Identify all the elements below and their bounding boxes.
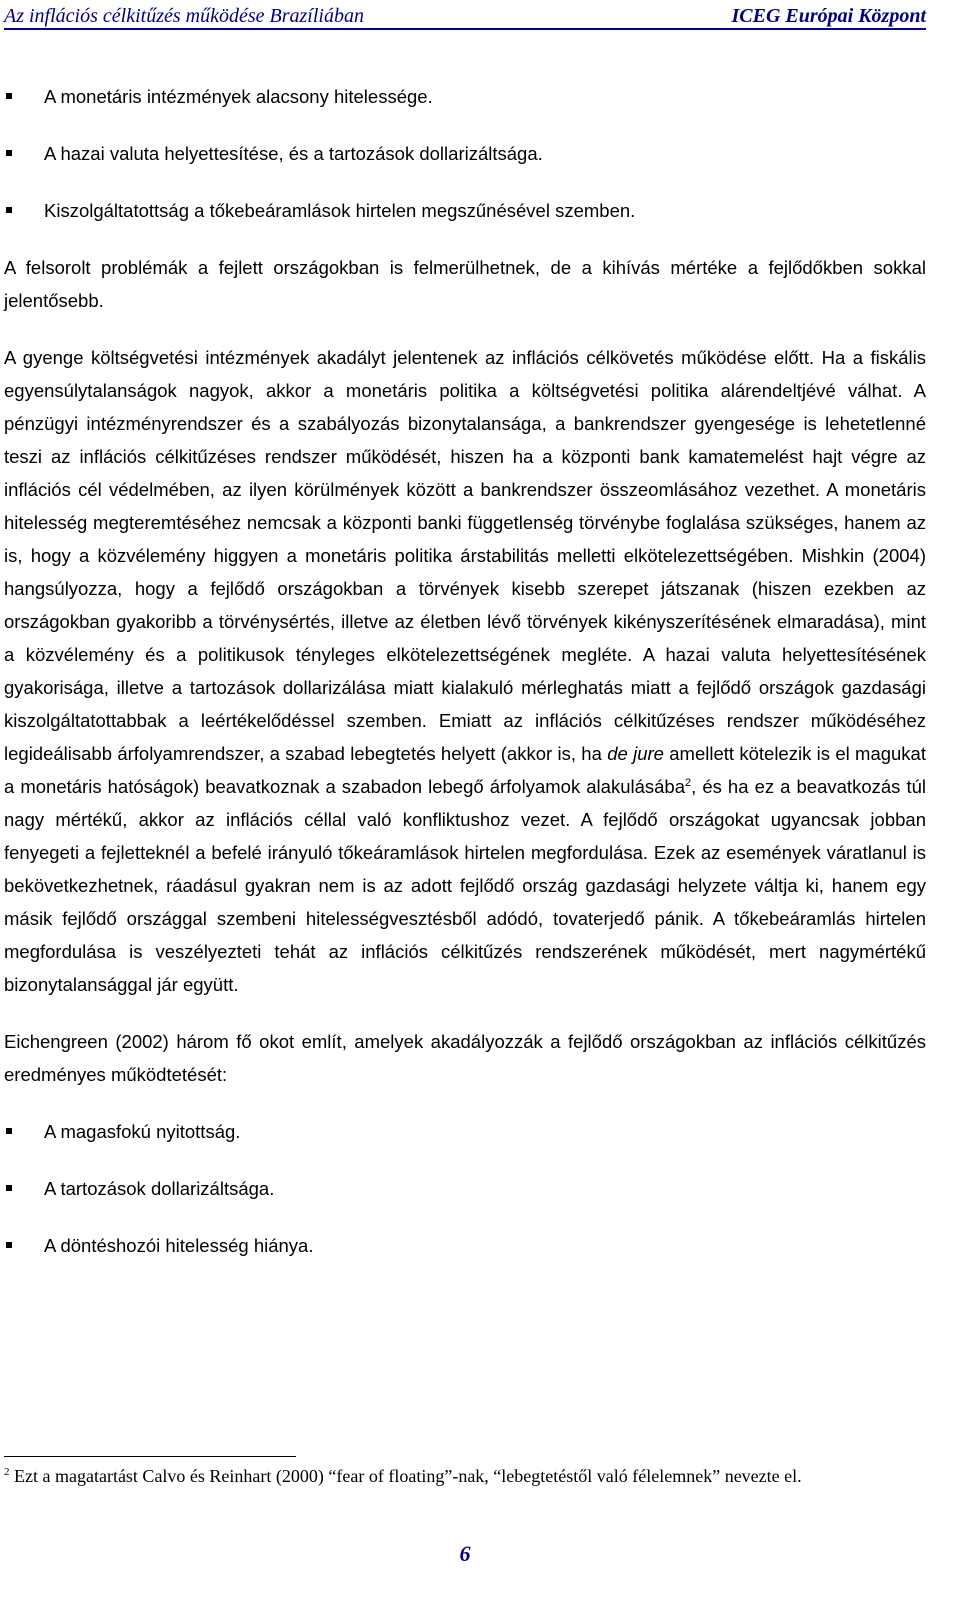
paragraph-text-part2: amellett kötelezik is el magukat a monetáris hatóságok) beavatkoznak a szabadon lebegő árfolyamok alakulásába bbox=[4, 743, 926, 797]
list-item bbox=[4, 194, 926, 227]
header-organization: ICEG Európai Központ bbox=[731, 5, 926, 27]
footnote-divider bbox=[4, 1456, 296, 1457]
list-item-text: A monetáris intézmények alacsony hitelessége. bbox=[44, 86, 433, 107]
square-bullet-icon bbox=[6, 1242, 12, 1248]
paragraph-text-part3: , és ha ez a beavatkozás túl nagy mértékű, akkor az inflációs céllal való konfliktushoz vezet. A fejlődő országokat ugyancsak jobban fenyegeti a fejletteknél a befelé irányuló tőkeáramlások hirtelen megfordulása. Ezek az események váratlanul is bekövetkezhetnek, ráadásul gyakran nem is az adott fejlődő ország gazdasági helyzete váltja ki, hanem egy másik fejlődő országgal szembeni hitelességvesztésből adódó, tovaterjedő pánik. A tőkebeáramlás hirtelen megfordulása is veszélyezteti tehát az inflációs célkitűzés rendszerének működését, mert nagymértékű bizonytalansággal jár együtt. bbox=[4, 776, 926, 995]
paragraph-problems: A felsorolt problémák a fejlett országokban is felmerülhetnek, de a kihívás mértéke a fejlődőkben sokkal jelentősebb. bbox=[4, 257, 926, 311]
footnote-text: Ezt a magatartást Calvo és Reinhart (2000) “fear of floating”-nak, “lebegtetéstől való félelemnek” nevezte el. bbox=[9, 1466, 802, 1486]
square-bullet-icon bbox=[6, 1185, 12, 1191]
page-header bbox=[4, 4, 926, 30]
paragraph-fiscal-institutions bbox=[4, 341, 926, 1001]
square-bullet-icon bbox=[6, 93, 12, 99]
list-item-text: A magasfokú nyitottság. bbox=[44, 1121, 241, 1142]
list-item bbox=[4, 1115, 926, 1148]
footnote-number: 2 bbox=[4, 1466, 10, 1478]
square-bullet-icon bbox=[6, 1128, 12, 1134]
list-item-text: A tartozások dollarizáltsága. bbox=[44, 1178, 275, 1199]
header-title: Az inflációs célkitűzés működése Brazíliában bbox=[4, 5, 364, 27]
paragraph-eichengreen: Eichengreen (2002) három fő okot említ, amelyek akadályozzák a fejlődő országokban az inflációs célkitűzés eredményes működtetését: bbox=[4, 1031, 926, 1085]
list-item bbox=[4, 1172, 926, 1205]
list-item bbox=[4, 137, 926, 170]
list-item-text: A döntéshozói hitelesség hiánya. bbox=[44, 1235, 314, 1256]
square-bullet-icon bbox=[6, 207, 12, 213]
bullet-list-top bbox=[4, 80, 926, 227]
page-number: 6 bbox=[459, 1541, 471, 1566]
footnote-reference[interactable]: 2 bbox=[685, 776, 692, 789]
square-bullet-icon bbox=[6, 150, 12, 156]
emphasis-de-jure: de jure bbox=[607, 743, 664, 764]
document-body bbox=[4, 80, 926, 1286]
list-item-text: A hazai valuta helyettesítése, és a tartozások dollarizáltsága. bbox=[44, 143, 543, 164]
paragraph-text-part1: A gyenge költségvetési intézmények akadályt jelentenek az inflációs célkövetés működése előtt. Ha a fiskális egyensúlytalanságok nagyok, akkor a monetáris politika a költségvetési politika alárendeltjévé válhat. A pénzügyi intézményrendszer és a szabályozás bizonytalansága, a bankrendszer gyengesége is lehetetlenné teszi az inflációs célkitűzéses rendszer működését, hiszen ha a központi bank kamatemelést hajt végre az inflációs cél védelmében, az ilyen körülmények között a bankrendszer összeomlásához vezethet. A monetáris hitelesség megteremtéséhez nemcsak a központi banki függetlenség törvénybe foglalása szükséges, hanem az is, hogy a közvélemény higgyen a monetáris politika árstabilitás melletti elkötelezettségében. Mishkin (2004) hangsúlyozza, hogy a fejlődő országokban a törvények kisebb szerepet játszanak (hiszen ezekben az országokban gyakoribb a törvénysértés, illetve az életben lévő törvények kikényszerítésének elmaradása), mint a közvélemény és a politikusok tényleges elkötelezettségének megléte. A hazai valuta helyettesítésének gyakorisága, illetve a tartozások dollarizálása miatt kialakuló mérleghatás miatt a fejlődő országok gazdasági kiszolgáltatottabbak a leértékelődéssel szemben. Emiatt az inflációs célkitűzéses rendszer működéséhez legideálisabb árfolyamrendszer, a szabad lebegtetés helyett (akkor is, ha bbox=[4, 347, 926, 764]
list-item bbox=[4, 80, 926, 113]
footnote bbox=[4, 1463, 926, 1489]
bullet-list-bottom bbox=[4, 1115, 926, 1262]
list-item-text: Kiszolgáltatottság a tőkebeáramlások hirtelen megszűnésével szemben. bbox=[44, 200, 636, 221]
list-item bbox=[4, 1229, 926, 1262]
